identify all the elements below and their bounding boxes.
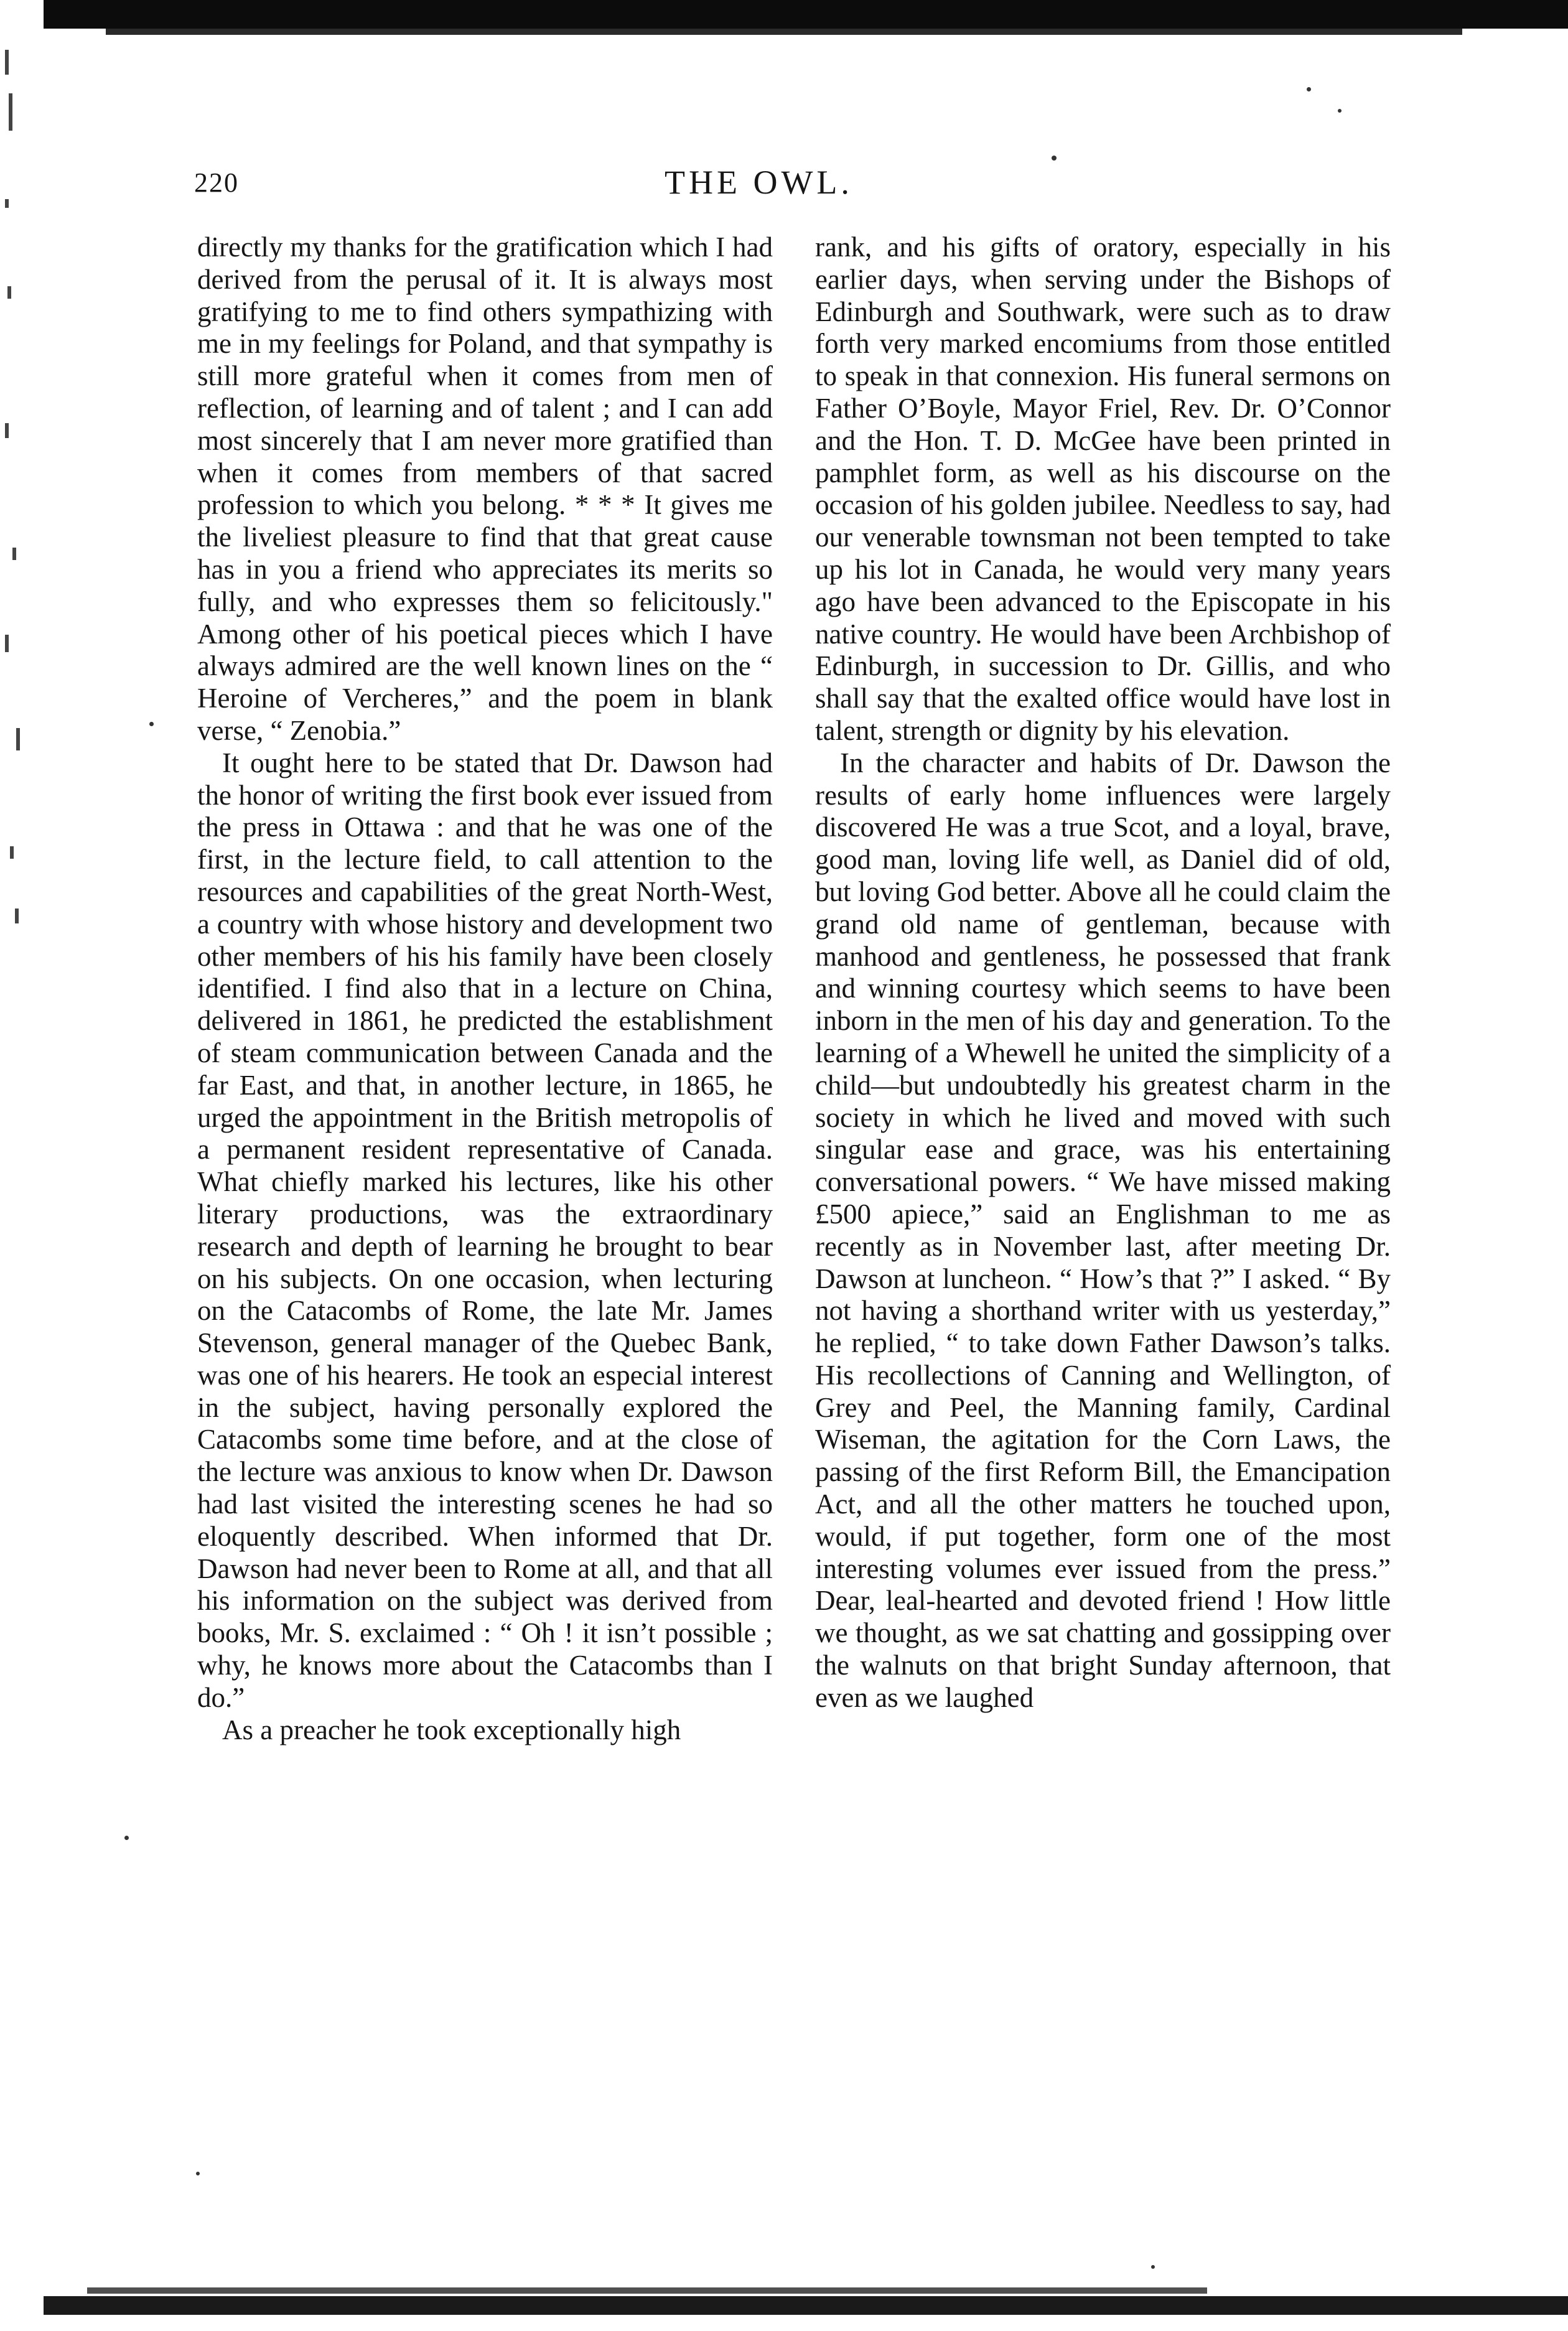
- left-column: [197, 231, 773, 1746]
- scan-speck: [196, 2172, 200, 2175]
- paragraph: rank, and his gifts of oratory, especially in his earlier days, when serving under the Bishops of Edinburgh and Southwark, were such as to draw forth very marked encomiums from those entitled to speak in that connexion. His funeral sermons on Father O’Boyle, Mayor Friel, Rev. Dr. O’Connor and the Hon. T. D. McGee have been printed in pamphlet form, as well as his discourse on the occasion of his golden jubilee. Needless to say, had our venerable townsman not been tempted to take up his lot in Canada, he would very many years ago have been advanced to the Episcopate in his native country. He would have been Archbishop of Edinburgh, in succession to Dr. Gillis, and who shall say that the exalted office would have lost in talent, strength or dignity by his elevation.: [815, 231, 1391, 746]
- scan-speck: [149, 722, 154, 726]
- scan-speck: [124, 1836, 129, 1840]
- binding-margin: [0, 37, 25, 2215]
- page-header: [0, 164, 1568, 210]
- scan-border-top-shadow: [106, 29, 1462, 35]
- paragraph: As a preacher he took exceptionally high: [222, 1714, 681, 1745]
- paragraph: directly my thanks for the gratification which I had derived from the perusal of it. It is always most gratifying to me to find others sympathizing with me in my feelings for Poland, and that sympathy is still more grateful when it comes from men of reflection, of learning and of talent ; and I can add most sincerely that I am never more gratified than when it comes from members of that sacred profession to which you belong. * * * It gives me the liveliest pleasure to find that that great cause has in you a friend who appreciates its merits so fully, and who expresses them so felicitously." Among other of his poetical pieces which I have always admired are the well known lines on the “ Heroine of Vercheres,” and the poem in blank verse, “ Zenobia.”: [197, 231, 773, 746]
- scan-speck: [1307, 87, 1311, 91]
- page-number: 220: [194, 167, 239, 198]
- scan-speck: [1052, 156, 1057, 161]
- scan-border-top: [44, 0, 1568, 29]
- scan-border-bottom-shadow: [87, 2287, 1207, 2294]
- paragraph: In the character and habits of Dr. Dawson the results of early home influences were largely discovered He was a true Scot, and a loyal, brave, good man, loving life well, as Daniel did of old, but loving God better. Above all he could claim the grand old name of gentleman, because with manhood and gentleness, he possessed that frank and winning courtesy which seems to have been inborn in the men of his day and generation. To the learning of a Whewell he united the simplicity of a child—but undoubtedly his greatest charm in the society in which he lived and moved with such singular ease and grace, was his entertaining conversational powers. “ We have missed making £500 apiece,” said an Englishman to me as recently as in November last, after meeting Dr. Dawson at luncheon. “ How’s that ?” I asked. “ By not having a shorthand writer with us yesterday,” he replied, “ to take down Father Dawson’s talks. His recollections of Canning and Wellington, of Grey and Peel, the Manning family, Cardinal Wiseman, the agitation for the Corn Laws, the passing of the first Reform Bill, the Emancipation Act, and all the other matters he touched upon, would, if put together, form one of the most interesting volumes ever issued from the press.” Dear, leal-hearted and devoted friend ! How little we thought, as we sat chatting and gossipping over the walnuts on that bright Sunday afternoon, that even as we laughed: [815, 747, 1391, 1713]
- right-column: [815, 231, 1391, 1714]
- scan-speck: [1151, 2265, 1155, 2269]
- running-title: THE OWL.: [665, 164, 853, 201]
- scan-border-bottom: [44, 2296, 1568, 2315]
- scan-speck: [1338, 109, 1342, 113]
- paragraph: It ought here to be stated that Dr. Dawson had the honor of writing the first book ever issued from the press in Ottawa : and that he was one of the first, in the lecture field, to call attention to the resources and capabilities of the great North-West, a country with whose history and development two other members of his his family have been closely identified. I find also that in a lecture on China, delivered in 1861, he predicted the establishment of steam communication between Canada and the far East, and that, in another lecture, in 1865, he urged the appointment in the British metropolis of a permanent resident representative of Canada. What chiefly marked his lectures, like his other literary productions, was the extraordinary research and depth of learning he brought to bear on his subjects. On one occasion, when lecturing on the Catacombs of Rome, the late Mr. James Stevenson, general manager of the Quebec Bank, was one of his hearers. He took an especial interest in the subject, having personally explored the Catacombs some time before, and at the close of the lecture was anxious to know when Dr. Dawson had last visited the interesting scenes he had so eloquently described. When informed that Dr. Dawson had never been to Rome at all, and that all his information on the subject was derived from books, Mr. S. exclaimed : “ Oh ! it isn’t possible ; why, he knows more about the Catacombs than I do.”: [197, 747, 773, 1713]
